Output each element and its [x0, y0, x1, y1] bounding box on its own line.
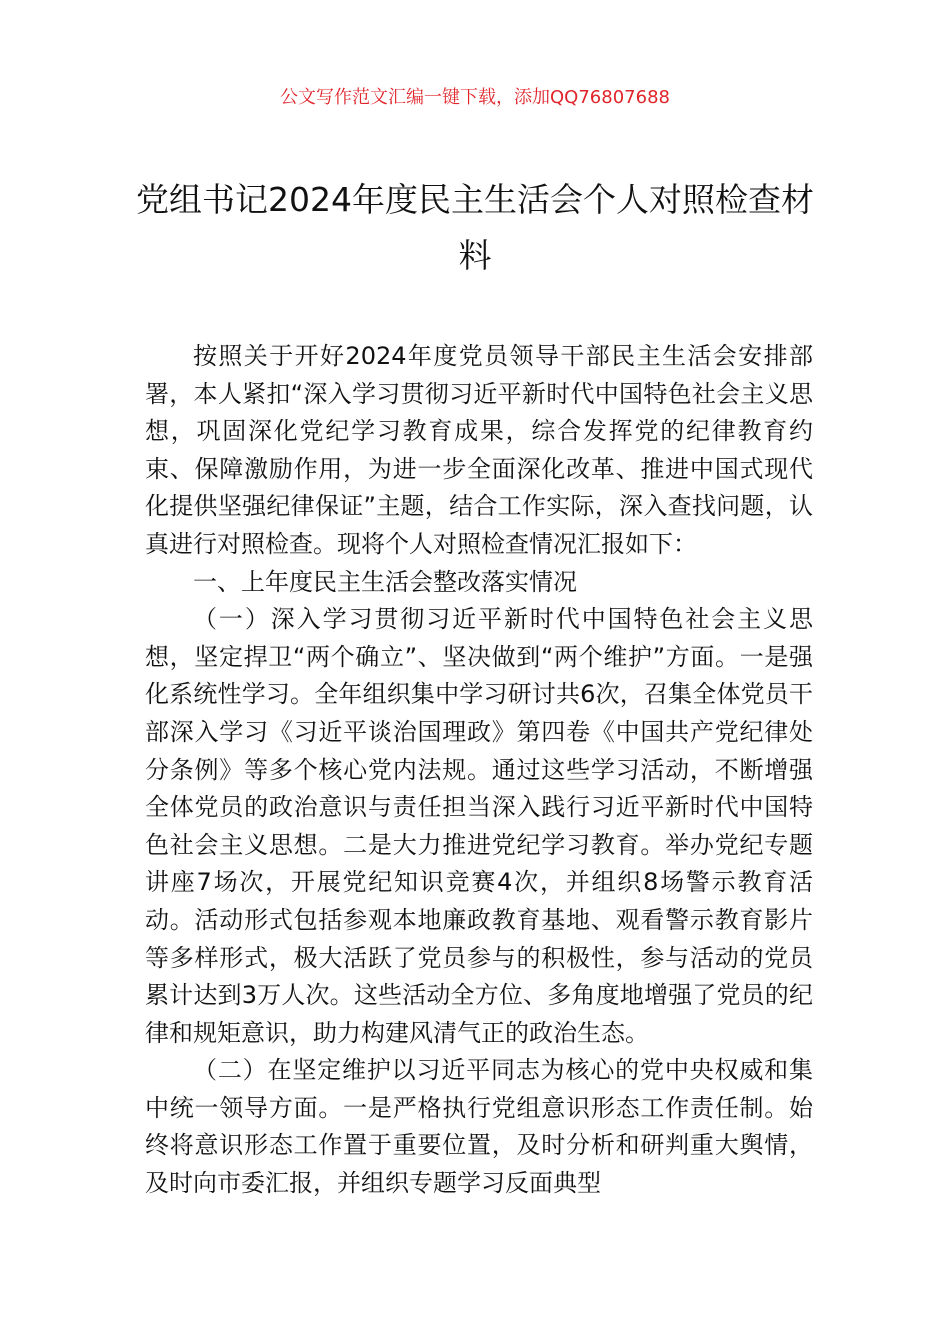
subsection-one-paragraph: （一）深入学习贯彻习近平新时代中国特色社会主义思想，坚定捍卫“两个确立”、坚决做到“两个维护”方面。一是强化系统性学习。全年组织集中学习研讨共6次，召集全体党员干部深入学习《习近平谈治国理政》第四卷《中国共产党纪律处分条例》等多个核心党内法规。通过这些学习活动，不断增强全体党员的政治意识与责任担当深入践行习近平新时代中国特色社会主义思想。二是大力推进党纪学习教育。举办党纪专题讲座7场次，开展党纪知识竞赛4次，并组织8场警示教育活动。活动形式包括参观本地廉政教育基地、观看警示教育影片等多样形式，极大活跃了党员参与的积极性，参与活动的党员累计达到3万人次。这些活动全方位、多角度地增强了党员的纪律和规矩意识，助力构建风清气正的政治生态。 — [145, 605, 813, 1047]
subsection-two-paragraph: （二）在坚定维护以习近平同志为核心的党中央权威和集中统一领导方面。一是严格执行党组意识形态工作责任制。始终将意识形态工作置于重要位置，及时分析和研判重大舆情，及时向市委汇报，并组织专题学习反面典型 — [145, 1056, 813, 1198]
document-title: 党组书记2024年度民主生活会个人对照检查材料 — [136, 180, 814, 275]
section-heading: 一、上年度民主生活会整改落实情况 — [193, 567, 577, 596]
intro-paragraph: 按照关于开好2024年度党员领导干部民主生活会安排部署，本人紧扣“深入学习贯彻习近平新时代中国特色社会主义思想，巩固深化党纪学习教育成果，综合发挥党的纪律教育约束、保障激励作用，为进一步全面深化改革、推进中国式现代化提供坚强纪律保证”主题，结合工作实际，深入查找问题，认真进行对照检查。现将个人对照检查情况汇报如下： — [145, 342, 813, 558]
download-watermark: 公文写作范文汇编一键下载，添加QQ76807688 — [280, 87, 670, 108]
document-body — [145, 338, 813, 1203]
